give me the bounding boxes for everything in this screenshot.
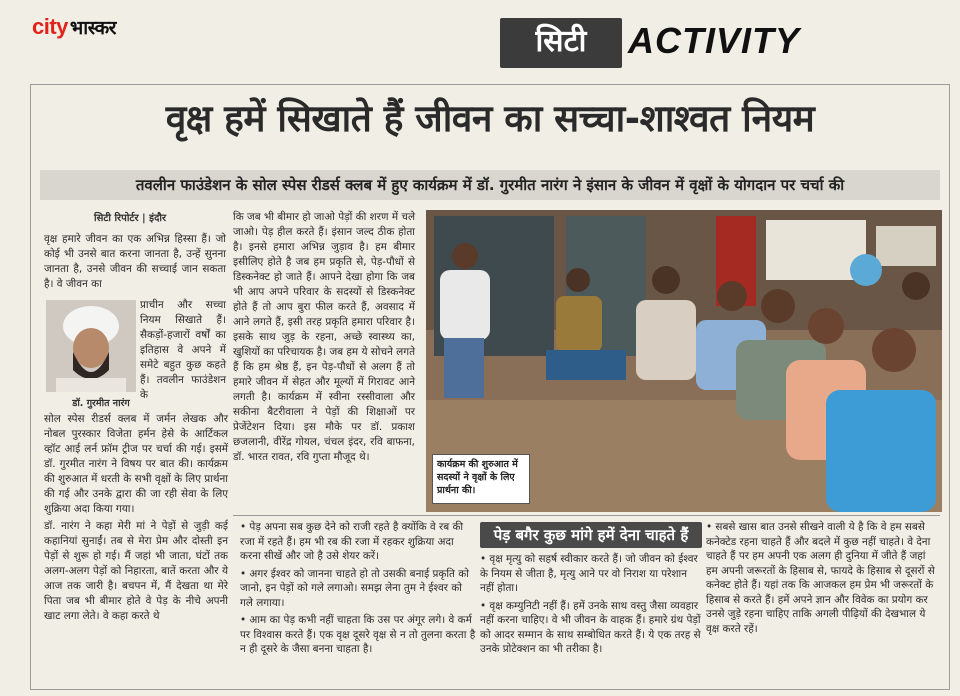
pullquote: पेड़ बगैर कुछ मांगे हमें देना चाहते हैं [493, 526, 689, 544]
paragraph: कि जब भी बीमार हो जाओ पेड़ों की शरण में चले जाओ। पेड़ हील करते हैं। इंसान जल्द ठीक होता है। इनसे हमारा अभिन्न जुड़ाव है। हम बीमार इसीलिए होते है जब हम प्रकृति से, पेड़-पौधों से डिस्कनेक्ट हो जाते हैं। आपने देखा होगा कि जब भी आप अपने परिवार के सदस्यों से डिस्कनेक्ट होते हैं तो आप बुरा फील करते हैं, अवसाद में आने लगते हैं, इसी तरह प्रकृति हमारा परिवार है। इसके साथ जुड़ के रहना, अच्छे स्वास्थ्य का, खुशियों का परिचायक है। जब हम ये सोचने लगते हैं कि हम श्रेष्ठ हैं, इन पेड़-पौधों से अलग हैं तो हमारे जीवन में सेहत और मूल्यों में गिरावट आने लगती है। कार्यक्रम में स्वीना रस्सीवाला और सकीना बैटरीवाला ने पेड़ों की शिक्षाओं पर प्रेजेंटेशन दिया। इस मौके पर डॉ. प्रकाश छजलानी, वीरेंद्र गोयल, चंचल इंदर, रवि बाफना, डॉ. भारत रावत, रवि गुप्ता मौजूद थे। [233, 211, 415, 463]
bullet-point: • वृक्ष कम्युनिटी नहीं हैं। हमें उनके साथ वस्तु जैसा व्यवहार नहीं करना चाहिए। वे भी जीवन के वाहक हैं। हमारे ग्रंथ पेड़ों को आदर सम्मान के साथ सम्बोधित करते हैं। ये एक तरह से उनके प्रोटेक्शन का भी तरीका है। [480, 599, 701, 655]
paragraph: वृक्ष हमारे जीवन का एक अभिन्न हिस्सा हैं। जो कोई भी उनसे बात करना जानता है, उन्हें सुनना जानता है, उनसे जीवन की सच्चाई जान सकता है। वे जीवन का [44, 233, 226, 290]
bullet-column-2 [480, 552, 702, 660]
bullet-point: • पेड़ अपना सब कुछ देने को राजी रहते है क्योंकि वे रब की रजा में रहते हैं। हम भी रब की रजा में रहकर शुक्रिया अदा करना सीखें और जो है उसे शेयर करें। [240, 521, 464, 562]
portrait-photo [46, 300, 136, 392]
photo-caption-box: कार्यक्रम की शुरुआत में सदस्यों ने वृक्षों के लिए प्रार्थना की। [432, 454, 530, 504]
bullet-column-3 [706, 520, 940, 639]
column-1-wrap [140, 298, 226, 405]
column-2-body [233, 210, 415, 467]
subhead: तवलीन फाउंडेशन के सोल स्पेस रीडर्स क्लब में हुए कार्यक्रम में डॉ. गुरमीत नारंग ने इंसान के जीवन में वृक्षों के योगदान पर चर्चा की [135, 176, 845, 194]
bullet-point: • आम का पेड़ कभी नहीं चाहता कि उस पर अंगूर लगे। वे कर्म पर विश्वास करते हैं। एक वृक्ष दूसरे वृक्ष से न तो तुलना करता है न ही दूसरे के जैसा बनना चाहता है। [240, 614, 476, 655]
section-header [500, 18, 820, 68]
paragraph: सोल स्पेस रीडर्स क्लब में जर्मन लेखक और नोबल पुरस्कार विजेता हर्मन हेसे के आर्टिकल व्हॉट आई लर्न फ्रॉम ट्रीज पर चर्चा की गई। इसमें डॉ. गुरमीत नारंग ने विषय पर बात की। कार्यक्रम की शुरुआत में धरती के सभी वृक्षों के लिए प्रार्थना की गई और उनके द्वारा की जा रही सेवा के लिए शुक्रिया अदा किया गया। [44, 413, 228, 515]
portrait-illustration [46, 300, 136, 392]
bullet-point: • सबसे खास बात उनसे सीखने वाली ये है कि वे हम सबसे कनेक्टेड रहना चाहते हैं और बदले में कुछ नहीं चाहते। वे देना चाहते हैं पर हम अपनी एक अलग ही दुनिया में जीते हैं जहां हम अपनी जरूरतों के हिसाब से, फायदे के हिसाब से दूसरों से कनेक्ट होते हैं। यहां तक कि आजकल हम प्रेम भी जरूरतों के हिसाब से करते हैं। हमें अपने ज्ञान और विवेक का प्रयोग कर उनसे जुड़े रहना चाहिए ताकि अगली पीढ़ियों की देखभाल ये वृक्ष करते रहें। [706, 521, 935, 635]
section-label: ACTIVITY [628, 20, 801, 61]
headline: वृक्ष हमें सिखाते हैं जीवन का सच्चा-शाश्वत नियम [165, 97, 815, 140]
paragraph: प्राचीन और सच्चा नियम सिखाते हैं। सैकड़ों-हजारों वर्षों का इतिहास वे अपने में समेटे बहुत कुछ कहते हैं। तवलीन फाउंडेशन के [140, 299, 226, 401]
bullet-point: • अगर ईश्वर को जानना चाहते हो तो उसकी बनाई प्रकृति को जानो, इन पेड़ों को गले लगाओ। समझ लेना तुम ने ईश्वर को गले लगाया। [240, 567, 469, 609]
section-badge: सिटी [500, 18, 622, 68]
bullet-point: • वृक्ष मृत्यु को सहर्ष स्वीकार करते हैं। जो जीवन को ईश्वर के नियम से जीता है, मृत्यु आने पर वो निराश या परेशान नहीं होता। [480, 553, 698, 594]
portrait-caption: डॉ. गुरमीत नारंग [72, 398, 130, 409]
brand-city: city [32, 14, 68, 39]
paragraph: डॉ. नारंग ने कहा मेरी मां ने पेड़ों से जुड़ी कई कहानियां सुनाईं। तब से मेरा प्रेम और दोस्ती इन पेड़ों से शुरू हो गई। मैं जहां भी जाता, घंटों तक अलग-अलग पेड़ों को निहारता, बातें करता और ये आज तक जारी है। बचपन में, मैं देखता था मेरे पिता जब भी बीमार होते वे पेड़ के नीचे अपनी खाट लगा लेते। वे कहा करते थे [44, 520, 228, 622]
section-divider [233, 515, 940, 516]
bullet-column-1 [240, 520, 476, 660]
column-1-intro [44, 232, 226, 294]
column-1-body [44, 412, 228, 626]
city-bhaskar-logo [32, 14, 116, 40]
byline: सिटी रिपोर्टर | इंदौर [94, 213, 167, 224]
brand-bhaskar: भास्कर [69, 18, 116, 39]
